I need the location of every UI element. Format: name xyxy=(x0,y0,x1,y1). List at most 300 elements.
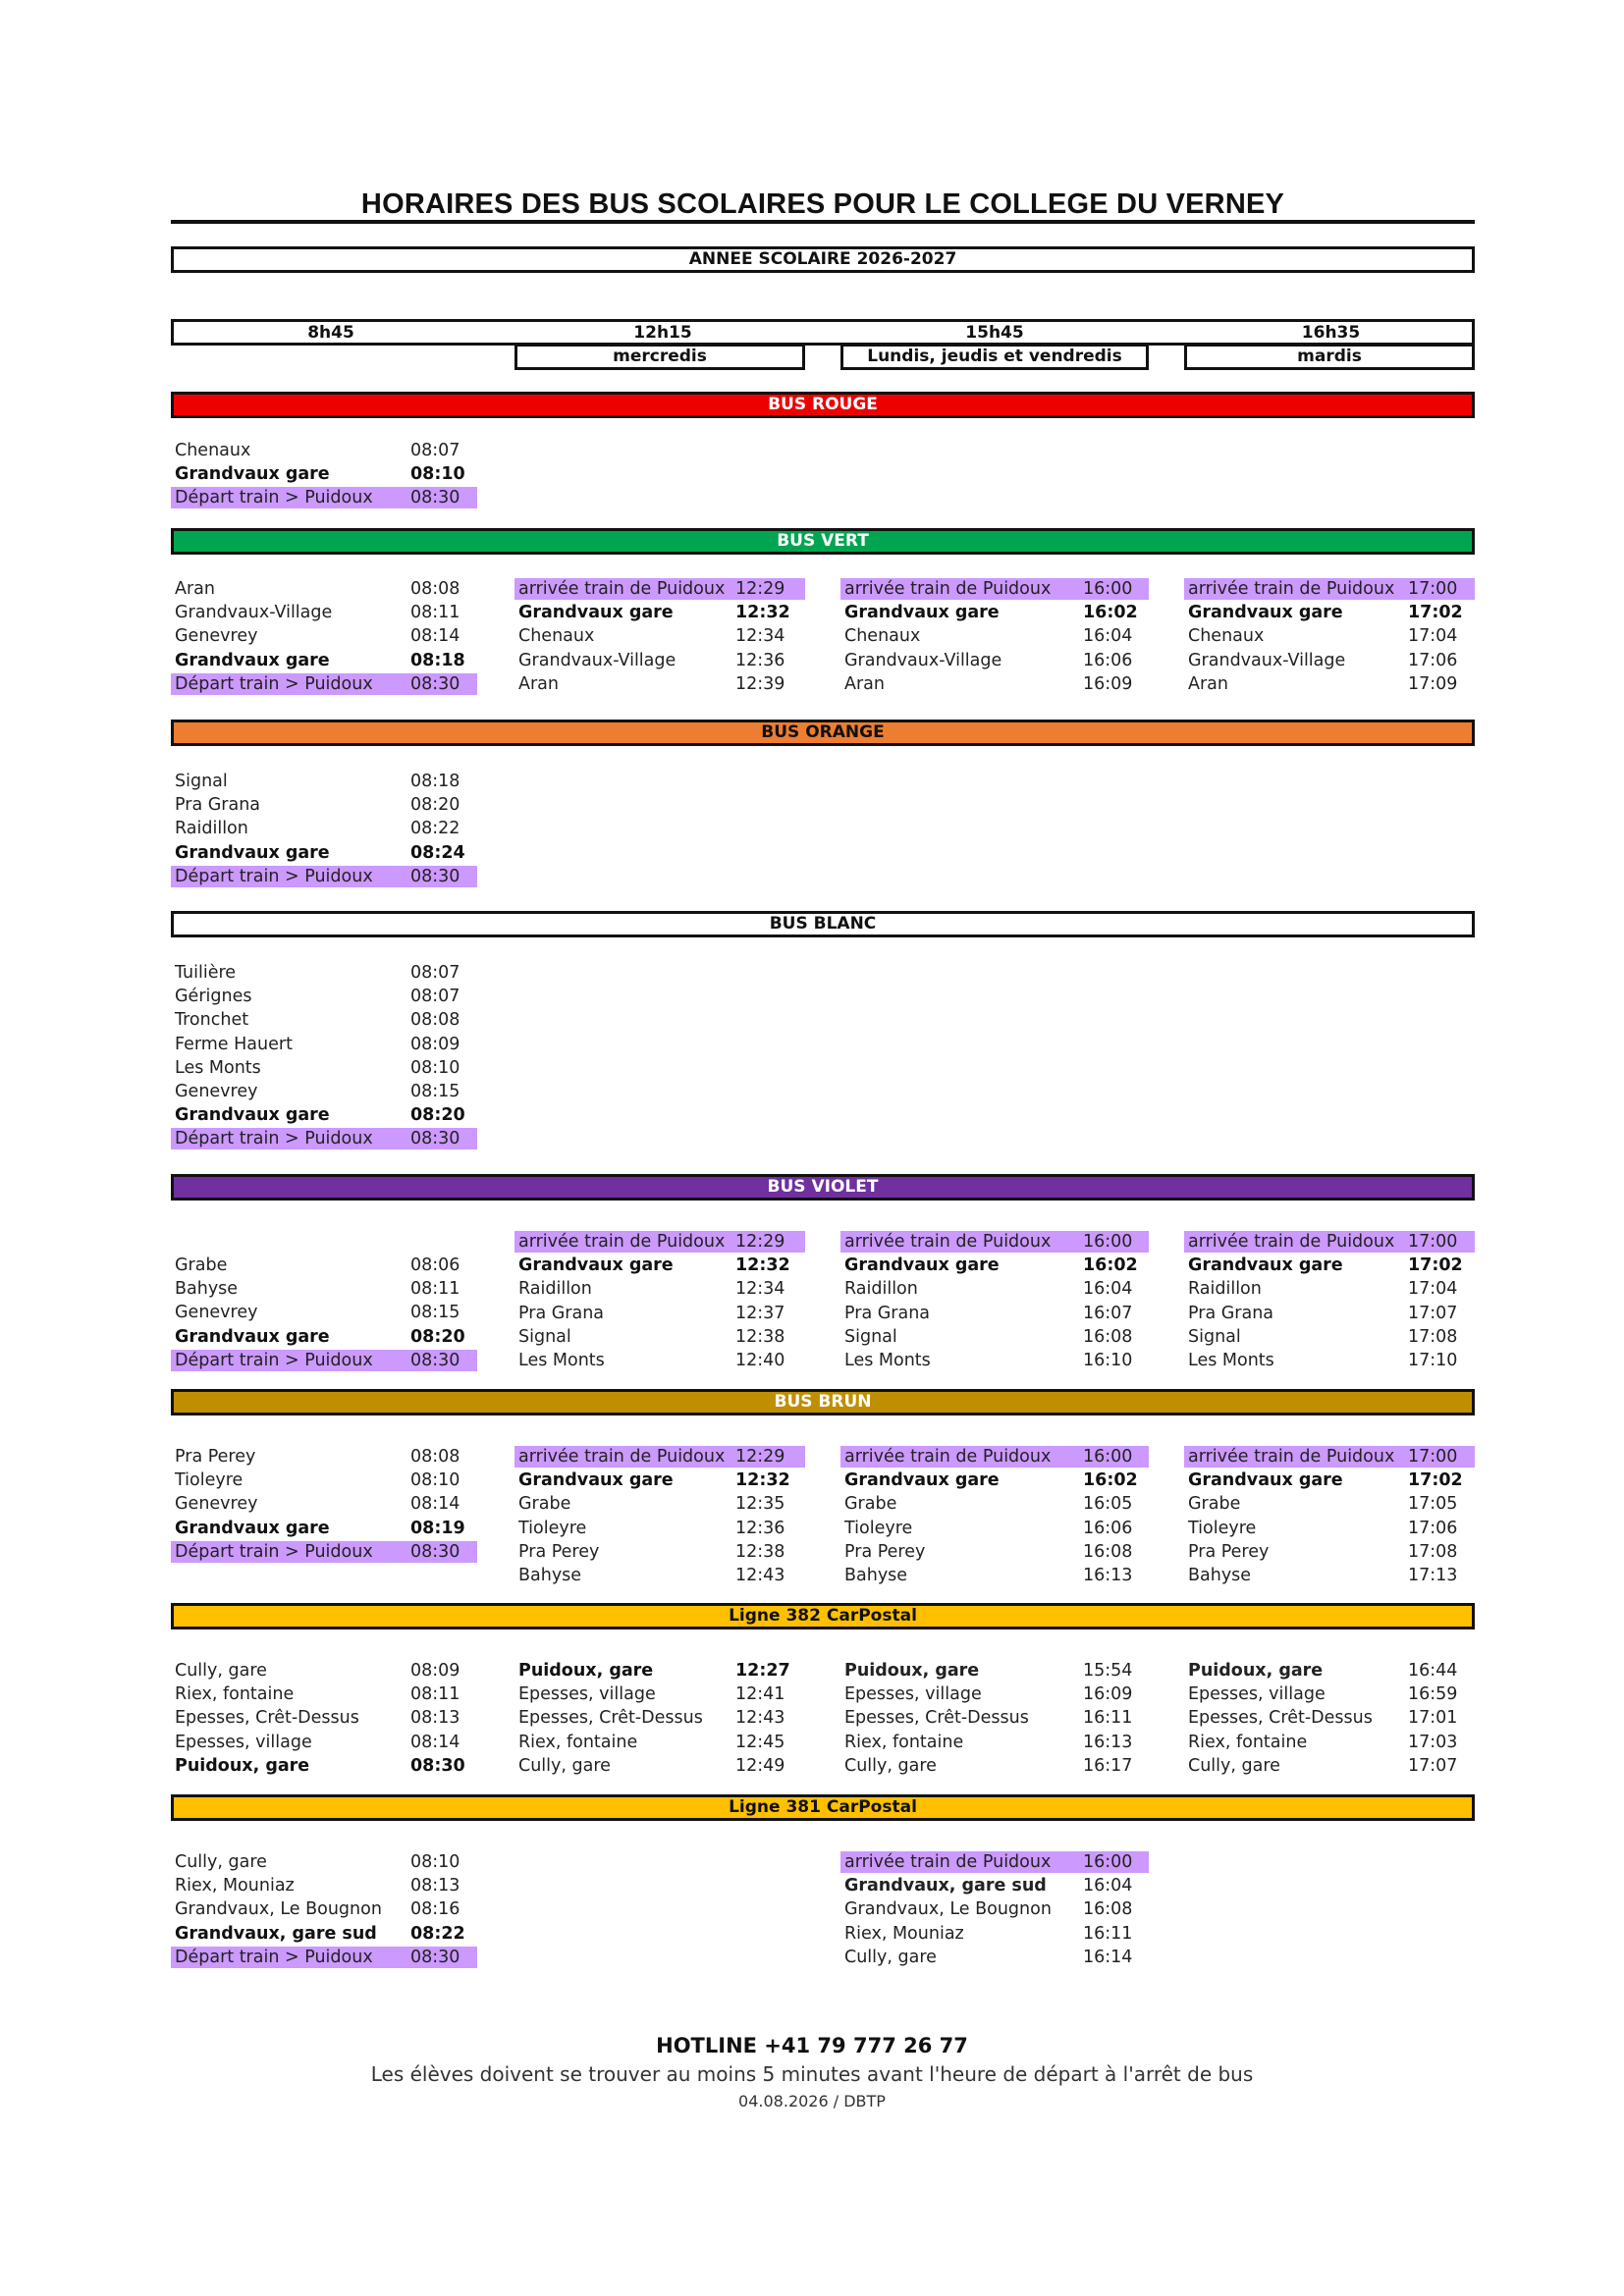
schedule-row xyxy=(840,1898,1149,1920)
stop-time: 16:06 xyxy=(1083,1518,1133,1538)
stop-time: 17:02 xyxy=(1408,1470,1463,1491)
stop-name: Tuilière xyxy=(175,963,237,983)
stop-time: 17:13 xyxy=(1408,1566,1458,1585)
schedule-row xyxy=(171,842,477,864)
stop-time: 12:38 xyxy=(735,1541,785,1562)
stop-time: 16:00 xyxy=(1083,1852,1133,1872)
stop-name: Départ train > Puidoux xyxy=(175,488,373,508)
stop-time: 08:30 xyxy=(410,1755,465,1776)
schedule-row xyxy=(1184,602,1475,623)
stop-name: arrivée train de Puidoux xyxy=(844,1447,1052,1467)
stop-name: Aran xyxy=(844,673,885,694)
schedule-row xyxy=(1184,625,1475,647)
schedule-row xyxy=(1184,1660,1475,1682)
band-bus-brun: BUS BRUN xyxy=(171,1389,1475,1415)
stop-name: Grandvaux gare xyxy=(844,603,1000,623)
stop-name: Puidoux, gare xyxy=(175,1755,310,1776)
schedule-row xyxy=(171,1947,477,1968)
stop-name: Tronchet xyxy=(175,1010,249,1031)
schedule-row xyxy=(840,1732,1149,1753)
stop-name: Signal xyxy=(844,1326,897,1347)
stop-name: Les Monts xyxy=(518,1351,605,1370)
stop-name: Chenaux xyxy=(1188,626,1265,647)
stop-name: Grandvaux gare xyxy=(1188,1255,1343,1276)
schedule-row xyxy=(840,1707,1149,1729)
schedule-row xyxy=(171,1755,477,1777)
stop-name: Riex, fontaine xyxy=(175,1684,295,1705)
stop-time: 17:07 xyxy=(1408,1303,1458,1323)
stop-name: arrivée train de Puidoux xyxy=(1188,1447,1395,1467)
stop-name: Grandvaux gare xyxy=(518,1255,674,1276)
schedule-row xyxy=(1184,1469,1475,1491)
stop-name: Cully, gare xyxy=(175,1852,267,1872)
schedule-row xyxy=(171,602,477,623)
footer-date: 04.08.2026 / DBTP xyxy=(738,2092,886,2110)
stop-name: Puidoux, gare xyxy=(1188,1661,1324,1681)
band-bus-blanc: BUS BLANC xyxy=(171,911,1475,937)
schedule-row xyxy=(171,1009,477,1031)
stop-name: Bahyse xyxy=(844,1566,908,1585)
schedule-row xyxy=(171,1923,477,1945)
stop-name: Bahyse xyxy=(518,1566,582,1585)
schedule-row xyxy=(171,1660,477,1682)
stop-time: 08:30 xyxy=(410,673,460,694)
schedule-row xyxy=(171,962,477,984)
stop-time: 17:08 xyxy=(1408,1541,1458,1562)
schedule-row xyxy=(1184,1683,1475,1705)
schedule-row xyxy=(514,1732,805,1753)
schedule-row xyxy=(171,578,477,600)
stop-time: 17:04 xyxy=(1408,626,1458,647)
schedule-row xyxy=(840,673,1149,695)
stop-name: arrivée train de Puidoux xyxy=(844,1232,1052,1252)
schedule-row xyxy=(840,1278,1149,1300)
time-label-2: 12h15 xyxy=(633,323,692,343)
stop-name: Grandvaux, gare sud xyxy=(844,1876,1047,1896)
stop-time: 08:18 xyxy=(410,650,465,670)
stop-time: 08:30 xyxy=(410,866,460,886)
stop-name: Chenaux xyxy=(175,441,251,460)
schedule-row xyxy=(171,1278,477,1300)
stop-time: 16:11 xyxy=(1083,1923,1133,1944)
stop-time: 08:30 xyxy=(410,1541,460,1562)
stop-name: Genevrey xyxy=(175,1082,258,1101)
schedule-row xyxy=(171,463,477,485)
stop-time: 08:15 xyxy=(410,1303,460,1323)
schedule-row xyxy=(514,1326,805,1348)
stop-name: Signal xyxy=(518,1326,571,1347)
stop-time: 16:09 xyxy=(1083,1684,1133,1705)
stop-name: Départ train > Puidoux xyxy=(175,1947,373,1967)
stop-name: Pra Perey xyxy=(518,1541,600,1562)
schedule-row xyxy=(171,986,477,1007)
stop-time: 12:41 xyxy=(735,1684,785,1705)
stop-time: 16:08 xyxy=(1083,1899,1133,1920)
stop-name: Raidillon xyxy=(518,1279,592,1300)
stop-name: Riex, Mouniaz xyxy=(175,1876,295,1896)
schedule-row xyxy=(1184,1541,1475,1563)
stop-time: 08:22 xyxy=(410,1923,465,1944)
stop-time: 16:11 xyxy=(1083,1708,1133,1729)
stop-name: Pra Grana xyxy=(844,1303,931,1323)
schedule-row xyxy=(840,1660,1149,1682)
schedule-row xyxy=(514,1469,805,1491)
stop-name: Puidoux, gare xyxy=(518,1661,654,1681)
schedule-row xyxy=(171,1350,477,1371)
stop-name: Grandvaux gare xyxy=(175,650,330,670)
schedule-row xyxy=(171,440,477,461)
stop-name: Les Monts xyxy=(844,1351,931,1370)
stop-name: Epesses, village xyxy=(844,1684,982,1705)
schedule-row xyxy=(171,1034,477,1055)
schedule-row xyxy=(514,1278,805,1300)
day-label-lundis-jeudis-vendredis xyxy=(840,344,1149,370)
stop-name: Cully, gare xyxy=(175,1661,267,1681)
schedule-row xyxy=(171,1875,477,1896)
stop-name: Epesses, Crêt-Dessus xyxy=(844,1708,1029,1729)
stop-time: 12:40 xyxy=(735,1351,785,1370)
stop-time: 08:14 xyxy=(410,626,460,647)
schedule-row xyxy=(1184,673,1475,695)
stop-name: Raidillon xyxy=(1188,1279,1262,1300)
stop-time: 08:13 xyxy=(410,1876,460,1896)
stop-time: 08:20 xyxy=(410,1326,465,1347)
schedule-row xyxy=(1184,1231,1475,1253)
stop-time: 08:08 xyxy=(410,1010,460,1031)
stop-name: Signal xyxy=(1188,1326,1241,1347)
stop-time: 12:36 xyxy=(735,650,785,670)
stop-time: 17:00 xyxy=(1408,579,1458,599)
time-label-4: 16h35 xyxy=(1301,323,1361,343)
schedule-row xyxy=(1184,1303,1475,1324)
time-label-3: 15h45 xyxy=(965,323,1024,343)
band-bus-vert: BUS VERT xyxy=(171,528,1475,555)
schedule-row xyxy=(514,1303,805,1324)
schedule-row xyxy=(171,1898,477,1920)
stop-name: Epesses, village xyxy=(1188,1684,1326,1705)
stop-name: Epesses, Crêt-Dessus xyxy=(175,1708,359,1729)
schedule-row xyxy=(840,1493,1149,1515)
stop-name: Epesses, village xyxy=(175,1732,312,1752)
stop-name: Raidillon xyxy=(175,819,248,839)
stop-time: 08:11 xyxy=(410,1279,460,1300)
stop-name: Grandvaux-Village xyxy=(1188,650,1346,670)
stop-time: 08:07 xyxy=(410,987,460,1007)
schedule-row xyxy=(171,771,477,792)
stop-name: Epesses, village xyxy=(518,1684,656,1705)
stop-time: 17:01 xyxy=(1408,1708,1458,1729)
stop-name: Grandvaux gare xyxy=(518,603,674,623)
schedule-row xyxy=(1184,1493,1475,1515)
day-text-4: mardis xyxy=(1297,347,1362,366)
schedule-row xyxy=(1184,578,1475,600)
stop-name: Départ train > Puidoux xyxy=(175,1129,373,1149)
schedule-row xyxy=(514,1707,805,1729)
schedule-row xyxy=(171,1493,477,1515)
schedule-row xyxy=(171,866,477,887)
stop-name: Pra Perey xyxy=(175,1447,256,1467)
stop-time: 08:11 xyxy=(410,603,460,623)
stop-time: 08:07 xyxy=(410,963,460,983)
schedule-row xyxy=(840,1469,1149,1491)
schedule-row xyxy=(514,1660,805,1682)
stop-time: 16:17 xyxy=(1083,1755,1133,1776)
schedule-row xyxy=(171,1081,477,1102)
schedule-row xyxy=(171,1326,477,1348)
stop-name: Pra Grana xyxy=(1188,1303,1274,1323)
stop-time: 12:27 xyxy=(735,1661,790,1681)
stop-name: Cully, gare xyxy=(844,1755,937,1776)
schedule-row xyxy=(1184,1518,1475,1539)
stop-time: 08:20 xyxy=(410,1105,465,1126)
stop-name: Les Monts xyxy=(175,1057,261,1078)
stop-name: Grandvaux, Le Bougnon xyxy=(175,1899,382,1920)
schedule-row xyxy=(840,1683,1149,1705)
stop-name: Grabe xyxy=(844,1494,897,1515)
stop-time: 12:29 xyxy=(735,579,785,599)
stop-name: Bahyse xyxy=(1188,1566,1252,1585)
schedule-row xyxy=(1184,1278,1475,1300)
stop-time: 08:24 xyxy=(410,842,465,863)
stop-name: Raidillon xyxy=(844,1279,918,1300)
stop-time: 08:06 xyxy=(410,1255,460,1275)
stop-name: Pra Grana xyxy=(175,795,261,816)
schedule-row xyxy=(840,1875,1149,1896)
schedule-row xyxy=(840,1565,1149,1586)
stop-name: arrivée train de Puidoux xyxy=(1188,579,1395,599)
schedule-row xyxy=(840,1326,1149,1348)
stop-time: 12:34 xyxy=(735,1279,785,1300)
schedule-row xyxy=(1184,1565,1475,1586)
stop-name: arrivée train de Puidoux xyxy=(844,579,1052,599)
stop-time: 12:34 xyxy=(735,626,785,647)
stop-name: Grandvaux gare xyxy=(175,1326,330,1347)
stop-name: Grabe xyxy=(175,1255,228,1275)
stop-name: arrivée train de Puidoux xyxy=(518,1232,726,1252)
stop-name: arrivée train de Puidoux xyxy=(518,579,726,599)
schedule-row xyxy=(514,1350,805,1371)
stop-time: 17:08 xyxy=(1408,1326,1458,1347)
stop-time: 08:30 xyxy=(410,1129,460,1149)
stop-name: Gérignes xyxy=(175,987,252,1007)
schedule-row xyxy=(171,794,477,816)
stop-time: 08:08 xyxy=(410,579,460,599)
stop-name: Bahyse xyxy=(175,1279,239,1300)
schedule-row xyxy=(514,578,805,600)
schedule-row xyxy=(1184,1446,1475,1468)
schedule-row xyxy=(840,1231,1149,1253)
stop-name: Grandvaux gare xyxy=(1188,1470,1343,1491)
stop-name: arrivée train de Puidoux xyxy=(844,1852,1052,1872)
stop-time: 16:04 xyxy=(1083,1876,1133,1896)
schedule-row xyxy=(171,818,477,839)
stop-name: Riex, fontaine xyxy=(518,1732,638,1752)
schedule-row xyxy=(1184,1350,1475,1371)
stop-name: Chenaux xyxy=(518,626,595,647)
stop-time: 16:08 xyxy=(1083,1541,1133,1562)
stop-name: Grandvaux gare xyxy=(175,1105,330,1126)
stop-name: Tioleyre xyxy=(518,1518,587,1538)
stop-time: 08:22 xyxy=(410,819,460,839)
stop-name: Grandvaux gare xyxy=(175,842,330,863)
stop-time: 08:16 xyxy=(410,1899,460,1920)
stop-time: 08:09 xyxy=(410,1034,460,1054)
schedule-row xyxy=(840,602,1149,623)
stop-time: 16:08 xyxy=(1083,1326,1133,1347)
stop-name: Grandvaux gare xyxy=(1188,603,1343,623)
stop-time: 12:32 xyxy=(735,603,790,623)
stop-time: 16:06 xyxy=(1083,650,1133,670)
schedule-row xyxy=(171,1851,477,1873)
schedule-row xyxy=(171,1104,477,1126)
stop-name: Cully, gare xyxy=(518,1755,611,1776)
stop-time: 12:32 xyxy=(735,1255,790,1276)
stop-time: 12:36 xyxy=(735,1518,785,1538)
stop-name: Grandvaux gare xyxy=(518,1470,674,1491)
stop-time: 12:29 xyxy=(735,1447,785,1467)
schedule-row xyxy=(171,1683,477,1705)
stop-time: 17:06 xyxy=(1408,1518,1458,1538)
stop-time: 12:49 xyxy=(735,1755,785,1776)
time-label-1: 8h45 xyxy=(307,323,354,343)
stop-time: 16:09 xyxy=(1083,673,1133,694)
schedule-row xyxy=(840,1350,1149,1371)
stop-name: Cully, gare xyxy=(1188,1755,1280,1776)
stop-time: 17:00 xyxy=(1408,1447,1458,1467)
stop-name: Pra Perey xyxy=(1188,1541,1270,1562)
day-text-2: mercredis xyxy=(613,347,707,366)
schedule-row xyxy=(171,1128,477,1149)
schedule-row xyxy=(514,1231,805,1253)
stop-name: Epesses, Crêt-Dessus xyxy=(1188,1708,1373,1729)
schedule-row xyxy=(1184,1255,1475,1276)
school-year-label: ANNEE SCOLAIRE 2026-2027 xyxy=(688,249,957,269)
stop-time: 16:04 xyxy=(1083,1279,1133,1300)
schedule-row xyxy=(514,602,805,623)
schedule-row xyxy=(840,650,1149,671)
stop-time: 08:07 xyxy=(410,441,460,460)
stop-name: Les Monts xyxy=(1188,1351,1274,1370)
stop-name: Genevrey xyxy=(175,626,258,647)
stop-name: Départ train > Puidoux xyxy=(175,1350,373,1370)
stop-time: 16:14 xyxy=(1083,1947,1133,1967)
stop-time: 12:37 xyxy=(735,1303,785,1323)
schedule-row xyxy=(514,1518,805,1539)
band-bus-rouge: BUS ROUGE xyxy=(171,392,1475,418)
schedule-row xyxy=(1184,1755,1475,1777)
stop-time: 08:19 xyxy=(410,1518,465,1538)
stop-name: Grabe xyxy=(1188,1494,1241,1515)
day-text-3: Lundis, jeudis et vendredis xyxy=(867,347,1122,366)
schedule-row xyxy=(514,650,805,671)
stop-time: 12:35 xyxy=(735,1494,785,1515)
stop-name: Grandvaux-Village xyxy=(844,650,1002,670)
schedule-row xyxy=(514,1493,805,1515)
band-ligne-382: Ligne 382 CarPostal xyxy=(171,1603,1475,1629)
schedule-row xyxy=(840,1947,1149,1968)
stop-time: 17:09 xyxy=(1408,673,1458,694)
stop-name: Aran xyxy=(175,579,215,599)
schedule-row xyxy=(171,673,477,695)
schedule-row xyxy=(171,1469,477,1491)
stop-time: 16:05 xyxy=(1083,1494,1133,1515)
schedule-row xyxy=(171,1732,477,1753)
day-label-mardis xyxy=(1184,344,1475,370)
stop-time: 12:43 xyxy=(735,1566,785,1585)
schedule-row xyxy=(171,1446,477,1468)
stop-time: 12:45 xyxy=(735,1732,785,1752)
schedule-row xyxy=(1184,1732,1475,1753)
stop-name: Chenaux xyxy=(844,626,921,647)
band-bus-violet: BUS VIOLET xyxy=(171,1174,1475,1201)
stop-time: 12:38 xyxy=(735,1326,785,1347)
stop-time: 17:10 xyxy=(1408,1351,1458,1370)
schedule-row xyxy=(840,1255,1149,1276)
stop-time: 12:39 xyxy=(735,673,785,694)
stop-time: 08:08 xyxy=(410,1447,460,1467)
schedule-row xyxy=(1184,1707,1475,1729)
stop-time: 08:14 xyxy=(410,1494,460,1515)
schedule-row xyxy=(171,650,477,671)
stop-name: Pra Grana xyxy=(518,1303,605,1323)
stop-name: Grandvaux gare xyxy=(844,1470,1000,1491)
stop-time: 08:30 xyxy=(410,488,460,508)
stop-time: 15:54 xyxy=(1083,1661,1133,1681)
stop-time: 12:32 xyxy=(735,1470,790,1491)
stop-name: Signal xyxy=(175,772,228,791)
schedule-row xyxy=(840,1923,1149,1945)
schedule-row xyxy=(840,1518,1149,1539)
stop-time: 16:02 xyxy=(1083,603,1138,623)
stop-time: 08:11 xyxy=(410,1684,460,1705)
schedule-row xyxy=(514,1541,805,1563)
stop-name: Riex, Mouniaz xyxy=(844,1923,964,1944)
stop-time: 08:30 xyxy=(410,1350,460,1370)
stop-name: Grandvaux-Village xyxy=(175,603,333,623)
stop-time: 16:02 xyxy=(1083,1255,1138,1276)
stop-name: arrivée train de Puidoux xyxy=(1188,1232,1395,1252)
stop-time: 17:02 xyxy=(1408,1255,1463,1276)
stop-time: 12:43 xyxy=(735,1708,785,1729)
schedule-row xyxy=(514,1683,805,1705)
schedule-row xyxy=(171,1302,477,1323)
stop-name: Grandvaux, gare sud xyxy=(175,1923,377,1944)
stop-time: 08:30 xyxy=(410,1947,460,1967)
schedule-row xyxy=(171,487,477,508)
stop-time: 08:09 xyxy=(410,1661,460,1681)
schedule-row xyxy=(171,1707,477,1729)
stop-time: 16:10 xyxy=(1083,1351,1133,1370)
schedule-row xyxy=(840,1541,1149,1563)
stop-time: 08:14 xyxy=(410,1732,460,1752)
band-bus-orange: BUS ORANGE xyxy=(171,720,1475,746)
stop-time: 08:10 xyxy=(410,1057,460,1078)
stop-time: 16:07 xyxy=(1083,1303,1133,1323)
schedule-row xyxy=(171,1541,477,1563)
stop-name: Pra Perey xyxy=(844,1541,926,1562)
footer-note: Les élèves doivent se trouver au moins 5 minutes avant l'heure de départ à l'arrêt de bus xyxy=(370,2062,1254,2086)
schedule-row xyxy=(840,1755,1149,1777)
schedule-row xyxy=(171,1057,477,1079)
stop-name: Grandvaux gare xyxy=(175,1518,330,1538)
time-header-bar xyxy=(171,319,1475,346)
stop-time: 16:04 xyxy=(1083,626,1133,647)
stop-name: Epesses, Crêt-Dessus xyxy=(518,1708,703,1729)
stop-time: 17:00 xyxy=(1408,1232,1458,1252)
schedule-row xyxy=(514,673,805,695)
schedule-row xyxy=(840,1851,1149,1873)
schedule-row xyxy=(840,625,1149,647)
